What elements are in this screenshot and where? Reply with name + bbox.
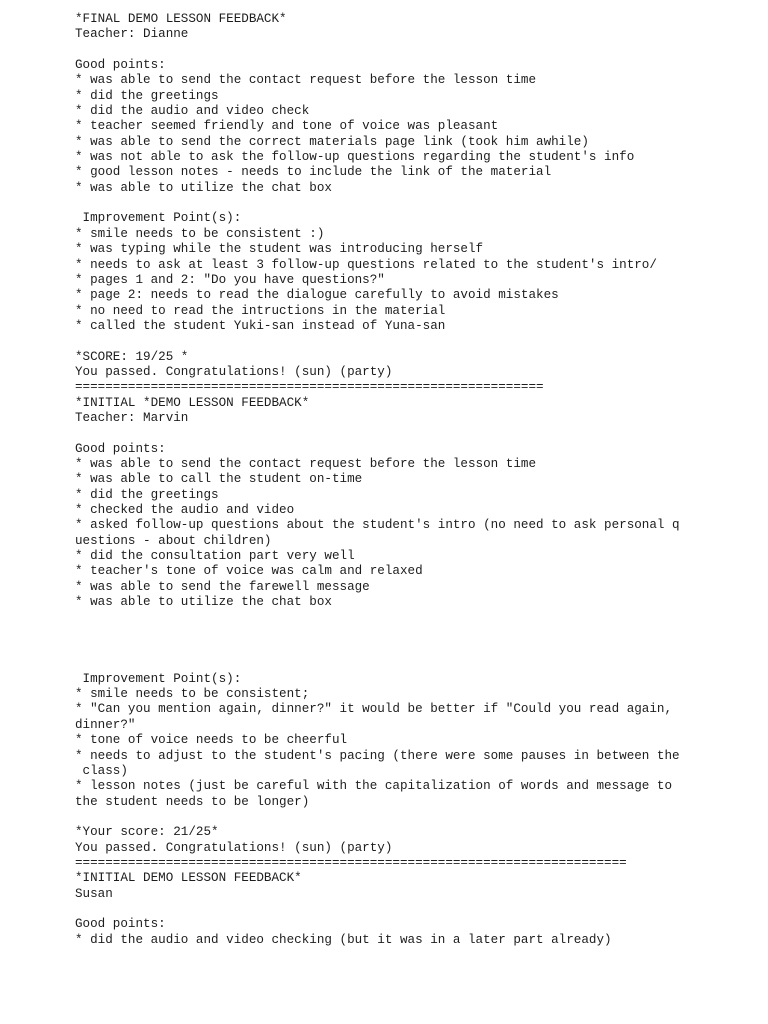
- document-line: Improvement Point(s):: [75, 671, 242, 686]
- document-line: [75, 43, 755, 58]
- document-line: * did the consultation part very well: [75, 549, 355, 564]
- document-line: *FINAL DEMO LESSON FEEDBACK*: [75, 12, 287, 26]
- document-line: Improvement Point(s):: [75, 211, 242, 226]
- document-line: *INITIAL *DEMO LESSON FEEDBACK*: [75, 395, 310, 410]
- document-line: ==============================================================: [75, 380, 544, 395]
- document-line: * called the student Yuki-san instead of Yuna-san: [75, 318, 446, 333]
- document-line: * "Can you mention again, dinner?" it would be better if "Could you read again,: [75, 702, 673, 717]
- document-line: * was able to send the farewell message: [75, 579, 370, 594]
- document-line: * was able to send the contact request before the lesson time: [75, 73, 537, 88]
- document-line: [75, 902, 755, 917]
- document-line: Good points:: [75, 441, 166, 456]
- document-line: * page 2: needs to read the dialogue carefully to avoid mistakes: [75, 288, 559, 303]
- feedback-document: [75, 12, 755, 948]
- document-line: the student needs to be longer): [75, 794, 310, 809]
- document-line: [75, 426, 755, 441]
- document-line: * was able to utilize the chat box: [75, 180, 332, 195]
- document-line: Susan: [75, 886, 113, 901]
- document-line: [75, 610, 755, 625]
- document-line: [75, 334, 755, 349]
- document-line: * needs to ask at least 3 follow-up questions related to the student's intro/: [75, 257, 657, 272]
- document-line: * did the audio and video checking (but it was in a later part already): [75, 932, 612, 947]
- document-line: * smile needs to be consistent :): [75, 226, 325, 241]
- document-line: * was not able to ask the follow-up questions regarding the student's info: [75, 150, 635, 165]
- document-line: uestions - about children): [75, 533, 272, 548]
- document-line: Teacher: Dianne: [75, 27, 189, 42]
- document-line: [75, 656, 755, 671]
- document-line: class): [75, 763, 128, 778]
- document-line: * was able to send the correct materials page link (took him awhile): [75, 134, 589, 149]
- document-line: *SCORE: 19/25 *: [75, 349, 189, 364]
- document-line: *Your score: 21/25*: [75, 825, 219, 840]
- document-line: * lesson notes (just be careful with the capitalization of words and message to: [75, 779, 673, 794]
- document-line: * did the audio and video check: [75, 104, 310, 119]
- document-line: * tone of voice needs to be cheerful: [75, 733, 348, 748]
- document-line: *INITIAL DEMO LESSON FEEDBACK*: [75, 871, 302, 886]
- document-line: * did the greetings: [75, 487, 219, 502]
- document-line: [75, 641, 755, 656]
- document-line: Teacher: Marvin: [75, 410, 189, 425]
- document-line: * was able to send the contact request before the lesson time: [75, 456, 537, 471]
- document-line: [75, 810, 755, 825]
- document-line: * teacher seemed friendly and tone of voice was pleasant: [75, 119, 499, 134]
- document-line: * was typing while the student was introducing herself: [75, 242, 484, 257]
- document-line: * pages 1 and 2: "Do you have questions?": [75, 272, 385, 287]
- document-line: Good points:: [75, 58, 166, 73]
- document-line: * teacher's tone of voice was calm and relaxed: [75, 564, 423, 579]
- document-line: * asked follow-up questions about the student's intro (no need to ask personal q: [75, 518, 680, 533]
- document-line: * no need to read the intructions in the material: [75, 303, 446, 318]
- document-line: * needs to adjust to the student's pacing (there were some pauses in between the: [75, 748, 680, 763]
- document-line: * smile needs to be consistent;: [75, 687, 310, 702]
- document-line: * was able to call the student on-time: [75, 472, 363, 487]
- document-line: * did the greetings: [75, 88, 219, 103]
- document-line: [75, 196, 755, 211]
- document-line: You passed. Congratulations! (sun) (party): [75, 840, 393, 855]
- document-line: Good points:: [75, 917, 166, 932]
- document-line: * was able to utilize the chat box: [75, 595, 332, 610]
- document-line: * good lesson notes - needs to include the link of the material: [75, 165, 552, 180]
- document-line: You passed. Congratulations! (sun) (party): [75, 364, 393, 379]
- document-line: dinner?": [75, 717, 136, 732]
- document-line: =========================================================================: [75, 855, 627, 870]
- document-line: * checked the audio and video: [75, 503, 295, 517]
- document-line: [75, 626, 755, 641]
